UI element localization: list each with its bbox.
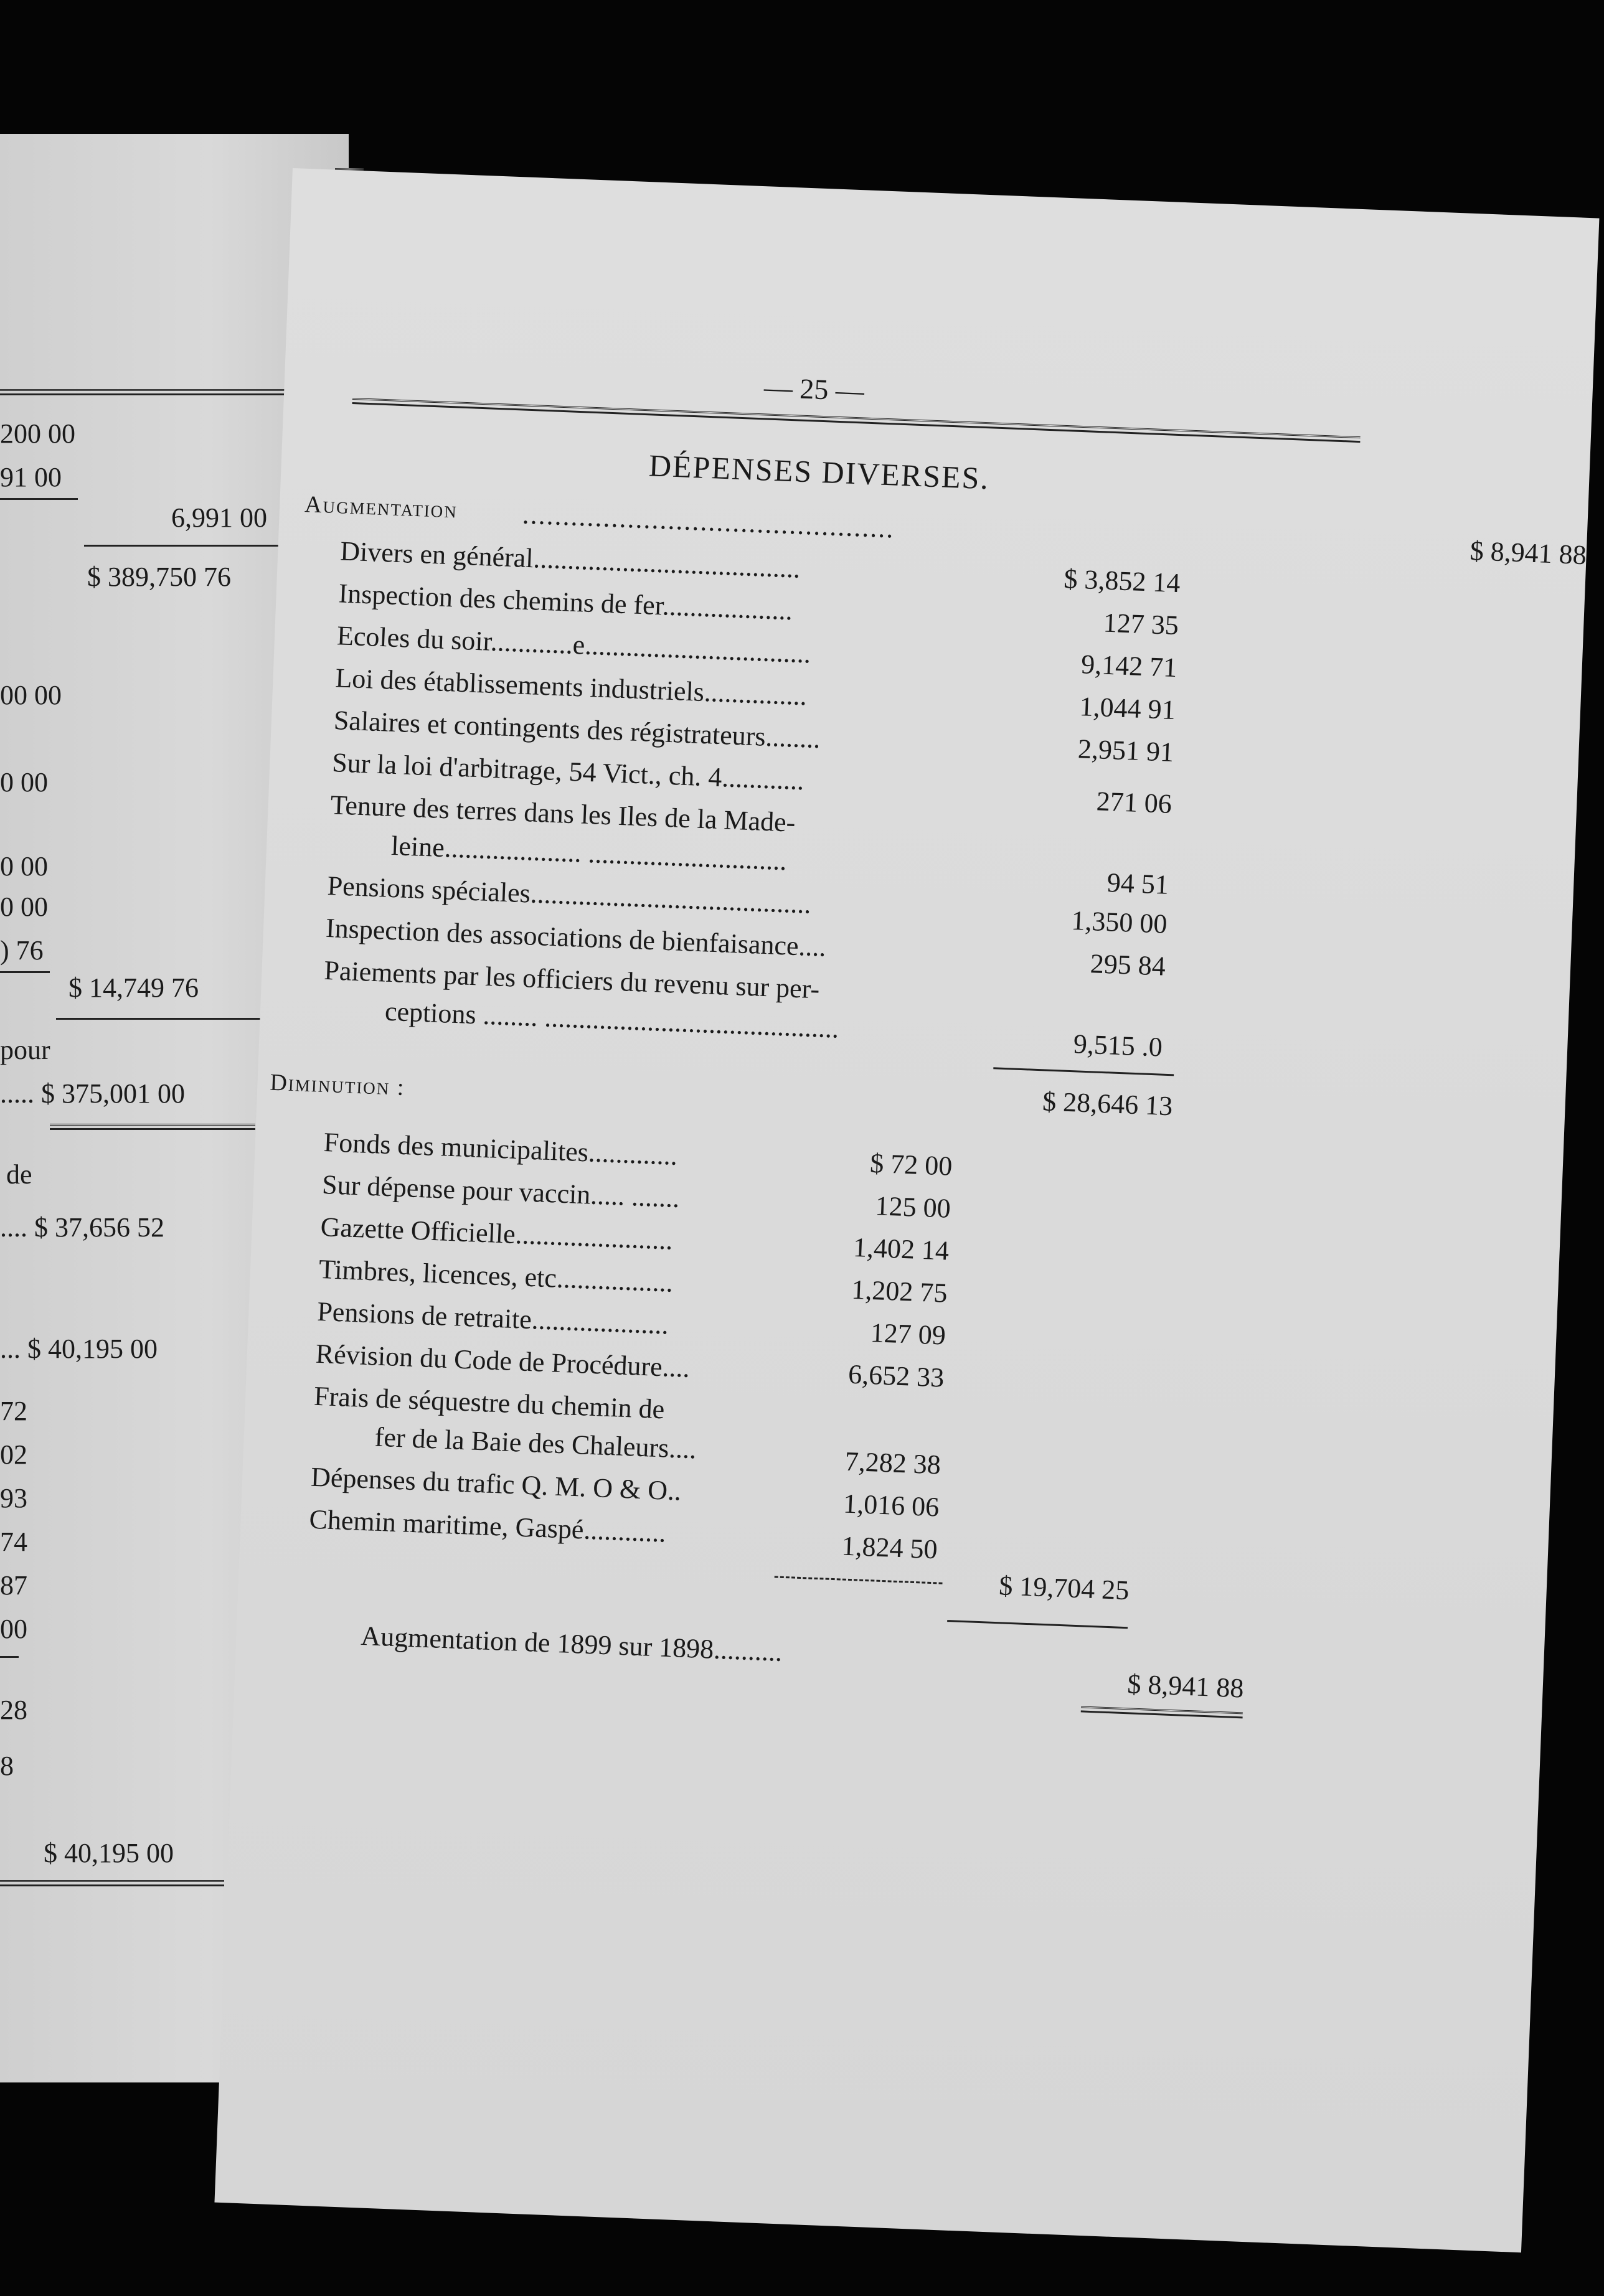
left-fragment: ..... $ 375,001 00 <box>0 1078 185 1109</box>
diminution-item-amount: 125 00 <box>874 1190 951 1224</box>
augmentation-item-label: Ecoles du soir............e................................. <box>336 620 812 669</box>
left-rule <box>0 1656 19 1658</box>
left-fragment: .... $ 37,656 52 <box>0 1212 164 1243</box>
right-page <box>214 168 1599 2252</box>
diminution-subtotal-rule <box>775 1576 943 1584</box>
left-fragment: 28 <box>0 1695 27 1725</box>
diminution-item-label: Gazette Officielle....................... <box>319 1211 674 1256</box>
left-fragment: $ 40,195 00 <box>44 1838 174 1868</box>
left-fragment: 200 00 <box>0 418 75 449</box>
augmentation-item-label: Paiements par les officiers du revenu sur per- <box>323 954 821 1005</box>
left-fragment: $ 14,749 76 <box>68 972 199 1003</box>
left-rule <box>56 1018 268 1020</box>
diminution-item-amount: $ 72 00 <box>869 1147 953 1182</box>
augmentation-item-label: Inspection des chemins de fer................... <box>337 578 793 626</box>
diminution-label: Diminution : <box>269 1069 406 1101</box>
left-fragment: pour <box>0 1035 50 1065</box>
augmentation-label: Augmentation <box>304 491 458 524</box>
left-fragment: $ 389,750 76 <box>87 562 231 592</box>
left-rule <box>0 971 50 973</box>
left-rule <box>0 1880 224 1886</box>
augmentation-item-label: Pensions spéciales......................................... <box>326 870 812 920</box>
left-fragment: de <box>6 1159 32 1190</box>
left-fragment: 74 <box>0 1527 27 1557</box>
page-number: — 25 — <box>763 371 865 407</box>
section-title: DÉPENSES DIVERSES. <box>648 448 990 496</box>
augmentation-item-label: Inspection des associations de bienfaisance.... <box>325 912 827 962</box>
augmentation-item-amount: 2,951 91 <box>1077 733 1174 768</box>
left-rule <box>0 498 78 500</box>
diminution-subtotal: $ 19,704 25 <box>998 1570 1130 1606</box>
augmentation-item-label: Salaires et contingents des régistrateurs........ <box>333 705 821 755</box>
augmentation-subtotal-rule <box>993 1067 1174 1076</box>
diminution-item-label: Fonds des municipalites............. <box>323 1127 678 1171</box>
diminution-item-label: Chemin maritime, Gaspé............ <box>308 1503 667 1548</box>
diminution-item-label: Pensions de retraite.................... <box>316 1296 669 1340</box>
augmentation-item-amount: 9,142 71 <box>1080 649 1178 684</box>
diminution-item-label: Frais de séquestre du chemin de <box>313 1380 666 1425</box>
augmentation-item-amount: 1,044 91 <box>1078 691 1176 726</box>
left-fragment: 8 <box>0 1751 14 1781</box>
diminution-total-rule <box>947 1620 1128 1629</box>
augmentation-item-amount: 9,515 .0 <box>1072 1028 1163 1063</box>
left-fragment: 0 00 <box>0 767 48 797</box>
diminution-item-label: Révision du Code de Procédure.... <box>314 1338 691 1383</box>
augmentation-total: $ 8,941 88 <box>1469 535 1587 571</box>
left-fragment: 93 <box>0 1483 27 1513</box>
diminution-item-amount: 1,402 14 <box>852 1231 950 1266</box>
augmentation-item-label: Divers en général....................................... <box>339 535 801 584</box>
diminution-item-amount: 1,824 50 <box>841 1530 938 1565</box>
left-fragment: 00 <box>0 1614 27 1644</box>
final-label: Augmentation de 1899 sur 1898.......... <box>360 1620 783 1667</box>
diminution-item-amount: 1,202 75 <box>851 1274 948 1309</box>
augmentation-item-amount: 1,350 00 <box>1070 905 1168 939</box>
final-amount: $ 8,941 88 <box>1126 1668 1245 1704</box>
left-fragment: 6,991 00 <box>171 502 267 533</box>
diminution-item-label: fer de la Baie des Chaleurs.... <box>374 1421 697 1465</box>
diminution-item-amount: 6,652 33 <box>847 1358 945 1393</box>
augmentation-item-label: Loi des établissements industriels............... <box>334 662 808 712</box>
left-fragment: ) 76 <box>0 935 44 966</box>
final-rule <box>1081 1706 1243 1718</box>
augmentation-item-label: ceptions ........ ........................................... <box>384 995 840 1044</box>
left-fragment: 87 <box>0 1570 27 1601</box>
left-rule <box>84 545 290 547</box>
diminution-item-amount: 7,282 38 <box>844 1446 941 1480</box>
augmentation-item-amount: $ 3,852 14 <box>1063 563 1181 599</box>
left-header-rule <box>0 389 299 395</box>
diminution-item-amount: 1,016 06 <box>842 1488 940 1523</box>
augmentation-leader: .............................................. <box>521 499 895 544</box>
diminution-item-label: Dépenses du trafic Q. M. O & O.. <box>310 1461 682 1507</box>
augmentation-item-amount: 271 06 <box>1095 786 1172 819</box>
left-rule <box>50 1124 255 1130</box>
diminution-item-label: Timbres, licences, etc................. <box>318 1253 674 1298</box>
left-fragment: 02 <box>0 1439 27 1470</box>
left-fragment: 0 00 <box>0 851 48 882</box>
augmentation-item-label: Sur la loi d'arbitrage, 54 Vict., ch. 4............ <box>331 747 805 796</box>
left-fragment: 0 00 <box>0 892 48 922</box>
diminution-item-amount: 127 09 <box>869 1317 946 1351</box>
diminution-item-label: Sur dépense pour vaccin..... ....... <box>321 1169 681 1214</box>
left-fragment: ... $ 40,195 00 <box>0 1334 158 1364</box>
left-fragment: 72 <box>0 1396 27 1426</box>
left-fragment: 00 00 <box>0 680 62 710</box>
augmentation-item-label: Tenure des terres dans les Iles de la Made- <box>329 789 796 838</box>
augmentation-subtotal: $ 28,646 13 <box>1042 1086 1174 1122</box>
left-fragment: 91 00 <box>0 462 62 492</box>
augmentation-item-amount: 295 84 <box>1089 948 1166 982</box>
augmentation-item-amount: 127 35 <box>1102 607 1179 641</box>
augmentation-item-amount: 94 51 <box>1106 867 1169 900</box>
augmentation-item-label: leine.................... ............................. <box>390 830 788 877</box>
